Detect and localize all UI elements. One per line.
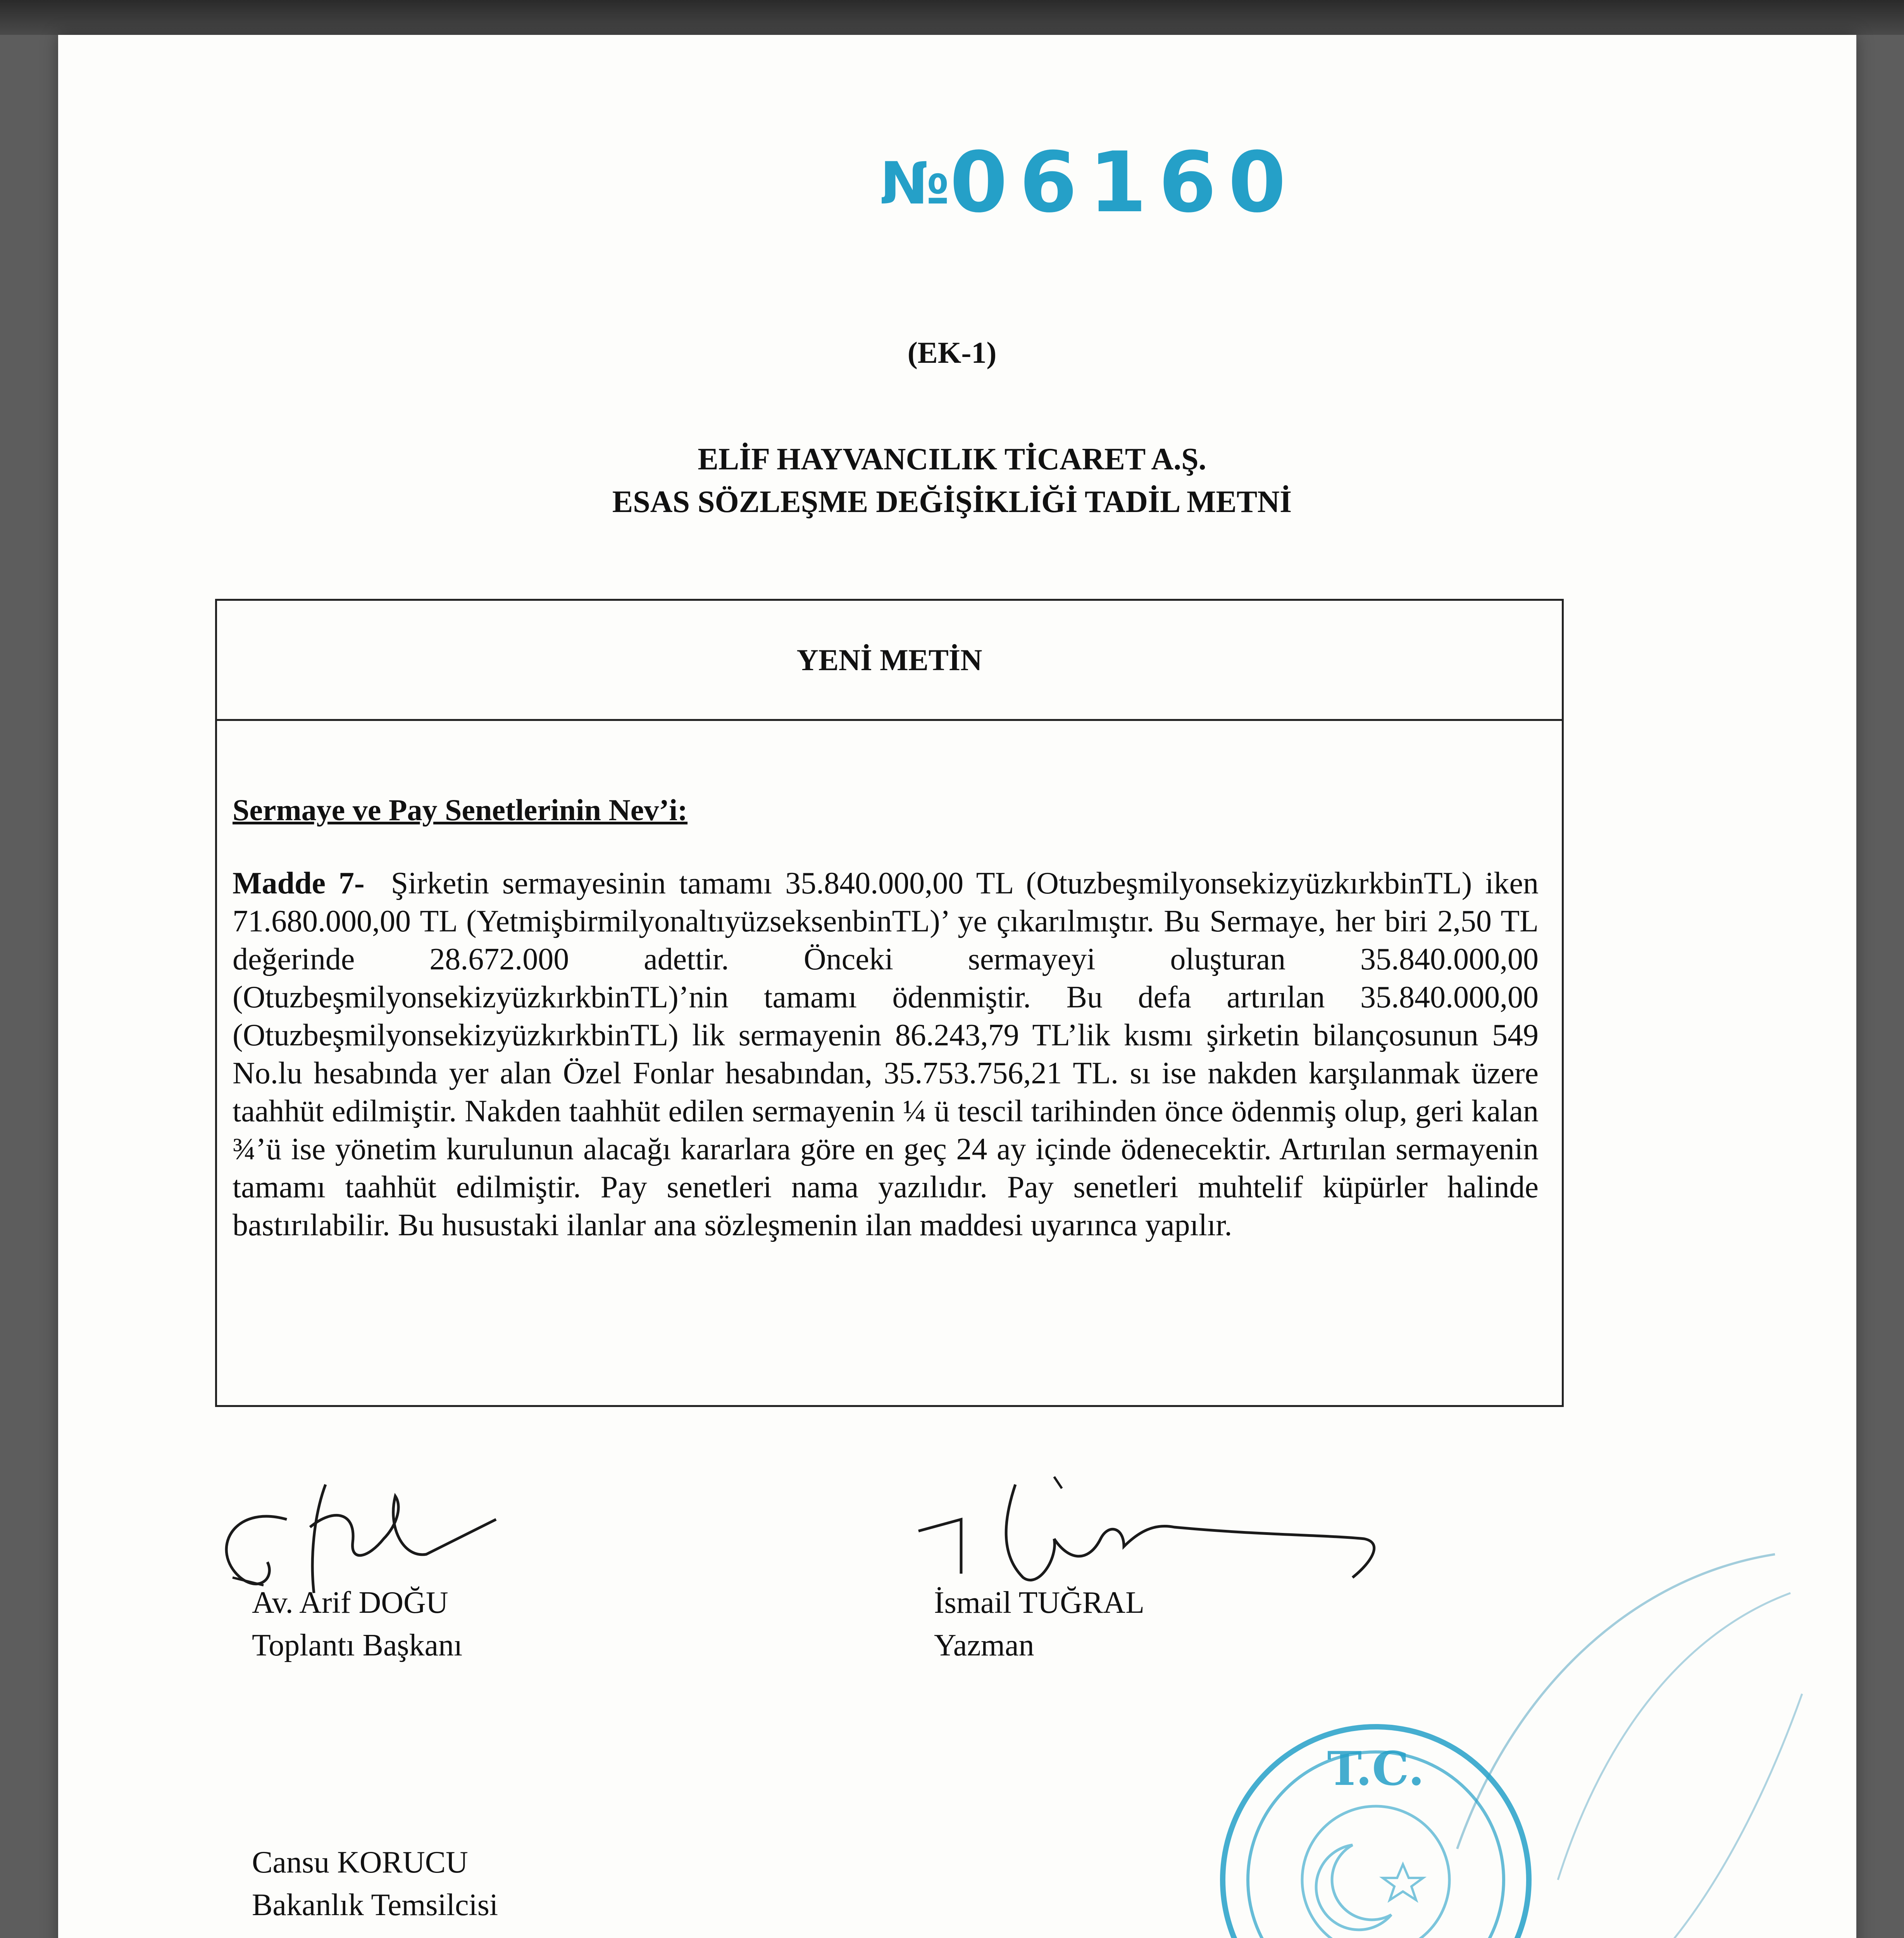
seal-text: T.C.: [1327, 1741, 1425, 1796]
signatory-secretary-name: İsmail TUĞRAL: [934, 1586, 1144, 1620]
signatory-ministry-role: Bakanlık Temsilcisi: [252, 1888, 498, 1922]
article-label: Madde 7-: [233, 866, 365, 900]
company-name: ELİF HAYVANCILIK TİCARET A.Ş.: [698, 442, 1206, 476]
signatory-ministry: [252, 1841, 498, 1926]
registry-number: 06160: [949, 134, 1298, 231]
box-body: [217, 721, 1562, 1244]
signatory-ministry-name: Cansu KORUCU: [252, 1845, 468, 1879]
article-paragraph: [233, 864, 1539, 1244]
box-subheading: Sermaye ve Pay Senetlerinin Nev’i:: [233, 793, 688, 827]
box-header: YENİ METİN: [217, 601, 1562, 721]
signatory-secretary: [934, 1581, 1144, 1667]
notary-seal-image: [1209, 1713, 1542, 1938]
registry-number-prefix: №: [880, 150, 950, 217]
annex-label: (EK-1): [907, 336, 997, 369]
registry-number-stamp: [880, 134, 1297, 231]
signatory-chair-role: Toplantı Başkanı: [252, 1628, 463, 1662]
signatory-secretary-role: Yazman: [934, 1628, 1034, 1662]
amendment-box: [215, 599, 1564, 1407]
document-title: ESAS SÖZLEŞME DEĞİŞİKLİĞİ TADİL METNİ: [612, 485, 1292, 519]
scan-edge-top: [0, 0, 1904, 35]
signatory-chair: [252, 1581, 462, 1667]
article-text: Şirketin sermayesinin tamamı 35.840.000,00 TL (OtuzbeşmilyonsekizyüzkırkbinTL) iken 71.680.000,00 TL (YetmişbirmilyonaltıyüzseksenbinTL)’ ye çıkarılmıştır. Bu Sermaye, her biri 2,50 TL değerinde 28.672.000 adettir. Önceki sermayeyi oluşturan 35.840.000,00 (OtuzbeşmilyonsekizyüzkırkbinTL)’nin tamamı ödenmiştir. Bu defa artırılan 35.840.000,00 (OtuzbeşmilyonsekizyüzkırkbinTL) lik sermayenin 86.243,79 TL’lik kısmı şirketin bilançosunun 549 No.lu hesabında yer alan Özel Fonlar hesabından, 35.753.756,21 TL. sı ise nakden karşılanmak üzere taahhüt edilmiştir. Nakden taahhüt edilen sermayenin ¼ ü tescil tarihinden önce ödenmiş olup, geri kalan ¾’ü ise yönetim kurulunun alacağı kararlara göre en geç 24 ay içinde ödenecektir. Artırılan sermayenin tamamı taahhüt edilmiştir. Pay senetleri nama yazılıdır. Pay senetleri muhtelif küpürler halinde bastırılabilir. Bu husustaki ilanlar ana sözleşmenin ilan maddesi uyarınca yapılır.: [233, 866, 1539, 1242]
signatory-chair-name: Av. Arif DOĞU: [252, 1586, 448, 1620]
